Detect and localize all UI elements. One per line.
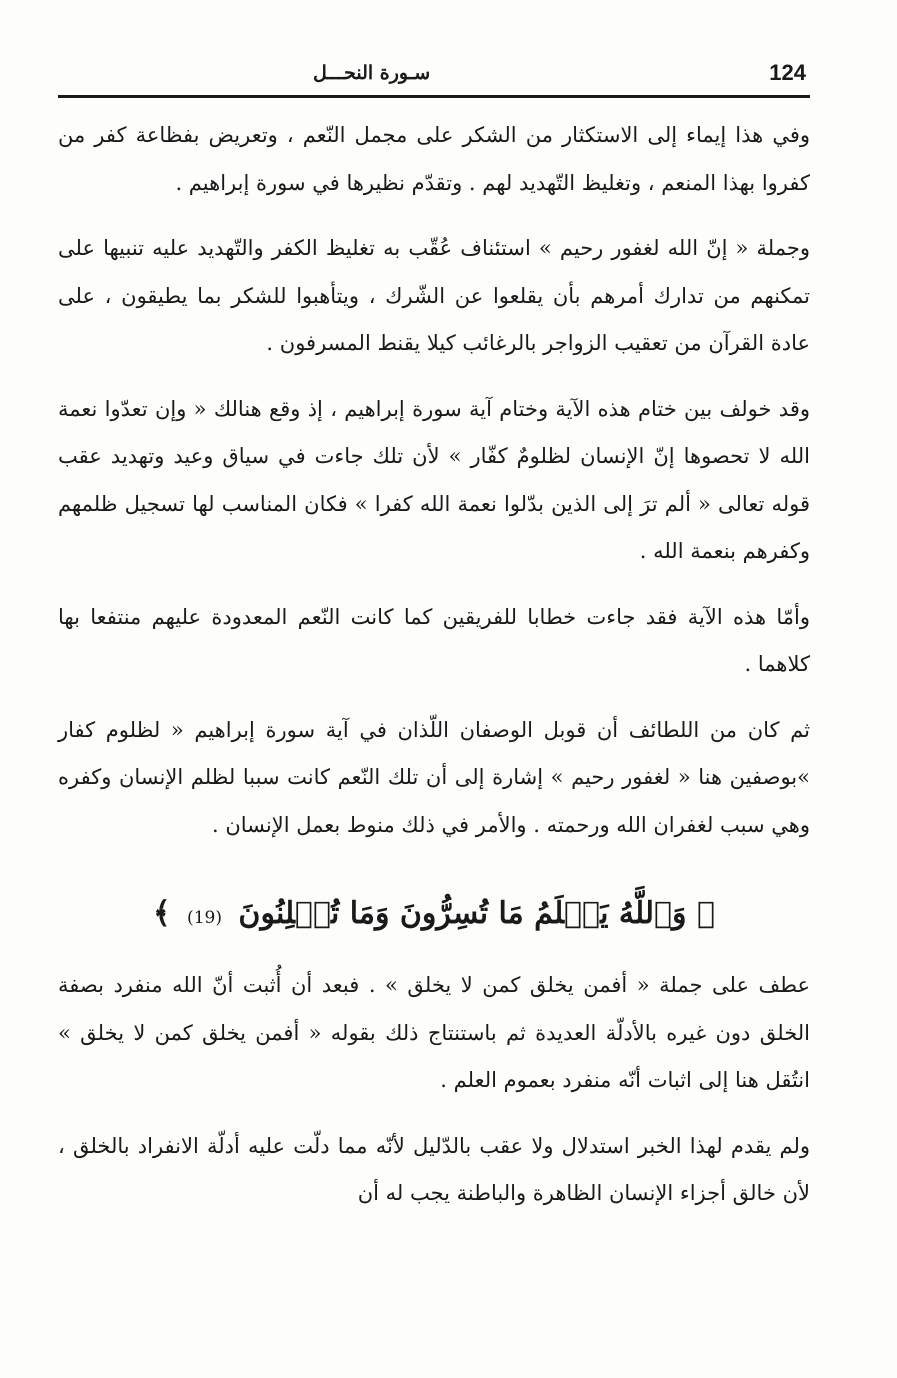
header-rule [58, 95, 810, 98]
verse-number: (19) [187, 908, 222, 928]
paragraph: وأمّا هذه الآية فقد جاءت خطابا للفريقين كما كانت النّعم المعدودة عليهم منتفعا بها كلاهما . [58, 604, 810, 676]
paragraph: وفي هذا إيماء إلى الاستكثار من الشكر على مجمل النّعم ، وتعريض بفظاعة كفر من كفروا بهذا المنعم ، وتغليظ التّهديد لهم . وتقدّم نظيرها في سورة إبراهيم . [58, 123, 810, 195]
paragraph: ولم يقدم لهذا الخبر استدلال ولا عقب بالدّليل لأنّه مما دلّت عليه أدلّة الانفراد بالخلق ، لأن خالق أجزاء الإنسان الظاهرة والباطنة يجب له أن [58, 1133, 810, 1205]
paragraph: وجملة « إنّ الله لغفور رحيم » استئناف عُقّب به تغليظ الكفر والتّهديد عليه تنبيها على تمكنهم من تدارك أمرهم بأن يقلعوا عن الشّرك ، ويتأهبوا للشكر بما يطيقون ، على عادة القرآن من تعقيب الزواجر بالرغائب كيلا يقنط المسرفون . [58, 236, 810, 355]
verse-text: وَٱللَّهُ يَعۡلَمُ مَا تُسِرُّونَ وَمَا تُعۡلِنُونَ [238, 896, 687, 931]
verse-open-bracket: ﴿ [696, 896, 715, 931]
verse-close-bracket: ﴾ [153, 896, 171, 931]
quran-verse [58, 892, 810, 940]
paragraph: ثم كان من اللطائف أن قوبل الوصفان اللّذان في آية سورة إبراهيم « لظلوم كفار »بوصفين هنا « لغفور رحيم » إشارة إلى أن تلك النّعم كانت سببا لظلم الإنسان وكفره وهي سبب لغفران الله ورحمته . والأمر في ذلك منوط بعمل الإنسان . [58, 717, 810, 837]
commentary-bottom [58, 962, 810, 1236]
paragraph: عطف على جملة « أفمن يخلق كمن لا يخلق » . فبعد أن أُثبت أنّ الله منفرد بصفة الخلق دون غيره بالأدلّة العديدة ثم باستنتاج ذلك بقوله « أفمن يخلق كمن لا يخلق » انتُقل هنا إلى اثبات أنّه منفرد بعموم العلم . [58, 973, 810, 1092]
paragraph: وقد خولف بين ختام هذه الآية وختام آية سورة إبراهيم ، إذ وقع هنالك « وإن تعدّوا نعمة الله لا تحصوها إنّ الإنسان لظلومٌ كفّار » لأن تلك جاءت في سياق وعيد وتهديد عقب قوله تعالى « ألم ترَ إلى الذين بدّلوا نعمة الله كفرا » فكان المناسب لها تسجيل ظلمهم وكفرهم بنعمة الله . [58, 396, 810, 563]
running-title: سـورة النحـــل [313, 62, 431, 84]
commentary-top [58, 112, 810, 867]
page-header [58, 56, 810, 96]
page-number: 124 [769, 60, 806, 85]
